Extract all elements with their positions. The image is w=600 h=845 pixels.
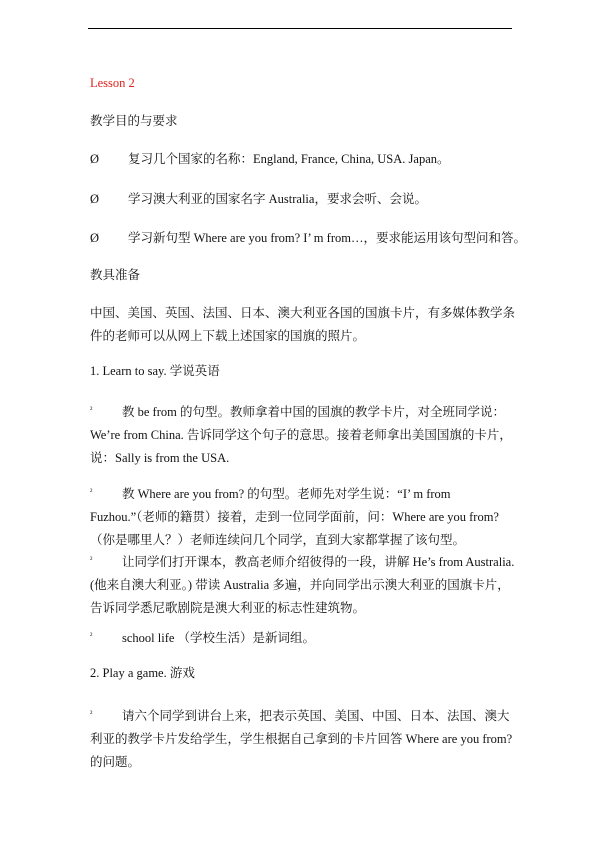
part1-item [90, 624, 530, 650]
bullet-icon: Ø [90, 192, 100, 206]
part2-item [90, 702, 518, 774]
bullet-icon: ² [90, 555, 93, 564]
materials-text: 中国、美国、英国、法国、日本、澳大利亚各国的国旗卡片，有多媒体教学条件的老师可以从网上下载上述国家的国旗的照片。 [90, 306, 516, 343]
item-text: 让同学们打开课本，教高老师介绍彼得的一段，讲解 He’s from Australia.(他来自澳大利亚。) 带读 Australia 多遍，并向同学出示澳大利亚的国旗卡片，告诉同学悉尼歌剧院是澳大利亚的标志性建筑物。 [90, 555, 515, 615]
part1-heading: 1. Learn to say. 学说英语 [90, 364, 220, 378]
item-text: 教 Where are you from? 的句型。老师先对学生说：“I’ m from Fuzhou.”（老师的籍贯）接着，走到一位同学面前，问：Where are you from?（你是哪里人？）老师连续问几个同学，直到大家都掌握了该句型。 [90, 487, 499, 547]
part1-item [90, 480, 518, 552]
bullet-icon: ² [90, 631, 93, 640]
goal-text: 复习几个国家的名称：England, France, China, USA. Japan。 [128, 152, 450, 166]
materials-heading: 教具准备 [90, 268, 141, 282]
goals-heading: 教学目的与要求 [90, 114, 178, 128]
goal-item [90, 227, 530, 250]
header-rule [88, 28, 512, 29]
part2-heading: 2. Play a game. 游戏 [90, 666, 195, 680]
part1-item [90, 548, 518, 620]
part1-item [90, 398, 518, 470]
item-text: 教 be from 的句型。教师拿着中国的国旗的教学卡片，对全班同学说：We’re from China. 告诉同学这个句子的意思。接着老师拿出美国国旗的卡片，说：Sally is from the USA. [90, 405, 512, 465]
bullet-icon: Ø [90, 152, 100, 166]
goal-item [90, 148, 530, 171]
lesson-title: Lesson 2 [90, 76, 135, 90]
goal-text: 学习新句型 Where are you from? I’ m from…，要求能运用该句型问和答。 [128, 231, 526, 245]
bullet-icon: Ø [90, 231, 100, 245]
goal-text: 学习澳大利亚的国家名字 Australia，要求会听、会说。 [128, 192, 427, 206]
goal-item [90, 188, 530, 211]
bullet-icon: ² [90, 487, 93, 496]
item-text: 请六个同学到讲台上来，把表示英国、美国、中国、日本、法国、澳大利亚的教学卡片发给学生，学生根据自己拿到的卡片回答 Where are you from?的问题。 [90, 709, 513, 769]
bullet-icon: ² [90, 405, 93, 414]
bullet-icon: ² [90, 709, 93, 718]
item-text: school life （学校生活）是新词组。 [122, 631, 316, 645]
